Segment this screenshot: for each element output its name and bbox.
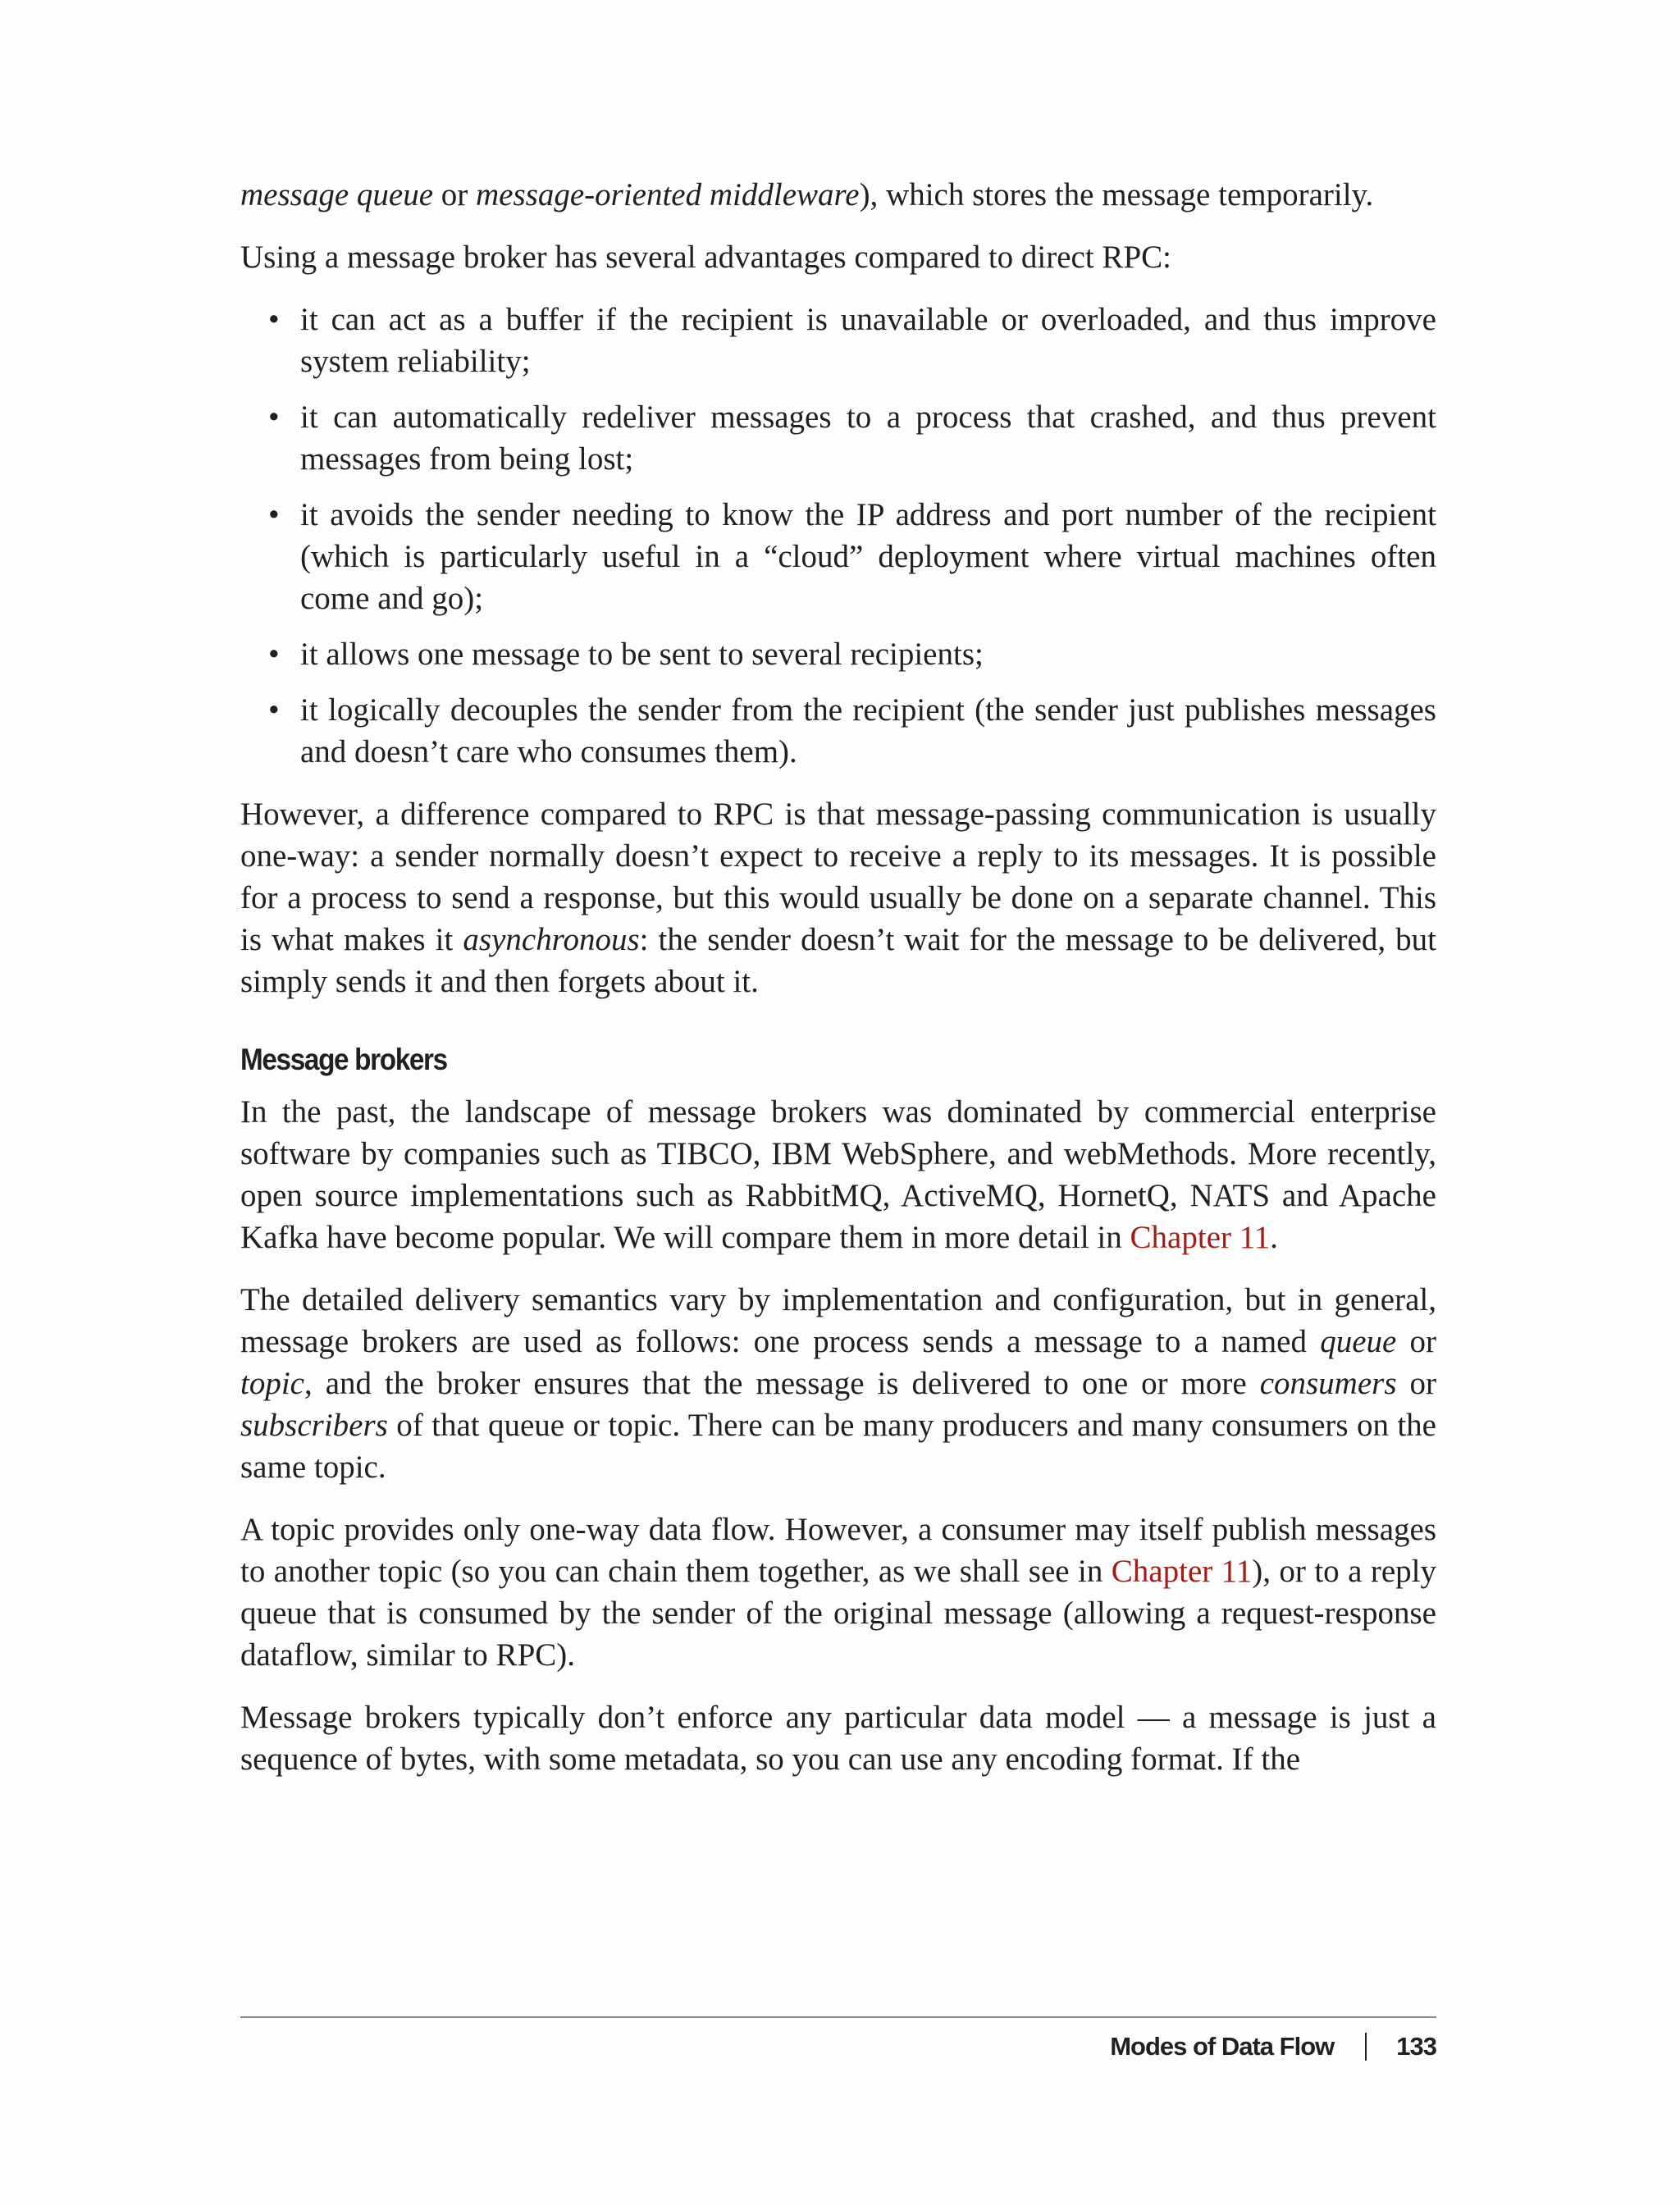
term-queue: queue [1320,1324,1397,1359]
list-item: • it can act as a buffer if the recipient is unavailable or overloaded, and thus improve system reliability; [240,299,1436,382]
paragraph-continued: message queue or message-oriented middleware), which stores the message temporarily. [240,177,1374,212]
bullet-marker: • [268,692,280,728]
footer-divider [240,2016,1436,2018]
list-item: • it avoids the sender needing to know the IP address and port number of the recipient (which is particularly useful in a “cloud” deployment where virtual machines often come and go); [240,494,1436,619]
advantages-list [240,299,1436,773]
paragraph-topic-flow: A topic provides only one-way data flow. However, a consumer may itself publish messages to another topic (so you can chain them together, as we shall see in Chapter 11), or to a reply queue that is consumed by the sender of the original message (allowing a request-response dataflow, similar to RPC). [240,1512,1436,1673]
term-message-queue: message queue [240,177,434,212]
list-item: • it can automatically redeliver messages to a process that crashed, and thus prevent messages from being lost; [240,396,1436,480]
chapter-11-link[interactable]: Chapter 11 [1130,1220,1271,1255]
term-subscribers: subscribers [240,1408,388,1443]
paragraph-semantics: The detailed delivery semantics vary by implementation and configuration, but in general, message brokers are used as follows: one process sends a message to a named queue or topic, and the broker ensures that the message is delivered to one or more consumers or subscribers of that queue or topic. There can be many producers and many consumers on the same topic. [240,1282,1436,1485]
paragraph-advantages-intro: Using a message broker has several advantages compared to direct RPC: [240,240,1171,275]
page-body [240,174,1436,1801]
list-item: • it allows one message to be sent to several recipients; [240,633,1436,675]
paragraph-one-way: However, a difference compared to RPC is that message-passing communication is usually one-way: a sender normally doesn’t expect to receive a reply to its messages. It is possible for a process to send a response, but this would usually be done on a separate channel. This is what makes it asynchronous: the sender doesn’t wait for the message to be delivered, but simply sends it and then forgets about it. [240,797,1436,999]
term-topic: topic [240,1366,304,1401]
bullet-marker: • [268,302,280,337]
bullet-marker: • [268,637,280,672]
term-asynchronous: asynchronous [463,922,640,957]
paragraph-landscape: In the past, the landscape of message brokers was dominated by commercial enterprise software by companies such as TIBCO, IBM WebSphere, and webMethods. More recently, open source implementations such as RabbitMQ, ActiveMQ, HornetQ, NATS and Apache Kafka have become popular. We will compare them in more detail in Chapter 11. [240,1094,1436,1255]
footer-separator [1365,2033,1367,2061]
term-message-oriented-middleware: message-oriented middleware [476,177,860,212]
paragraph-data-model: Message brokers typically don’t enforce any particular data model — a message is just a sequence of bytes, with some metadata, so you can use any encoding format. If the [240,1700,1436,1777]
list-item: • it logically decouples the sender from the recipient (the sender just publishes messages and doesn’t care who consumes them). [240,689,1436,773]
section-heading: Message brokers [240,1043,447,1076]
chapter-11-link[interactable]: Chapter 11 [1111,1554,1253,1589]
bullet-marker: • [268,399,280,435]
term-consumers: consumers [1259,1366,1397,1401]
running-footer-title: Modes of Data Flow [1110,2032,1335,2061]
page-number: 133 [1396,2032,1436,2061]
page-footer [1110,2030,1436,2063]
bullet-marker: • [268,497,280,532]
